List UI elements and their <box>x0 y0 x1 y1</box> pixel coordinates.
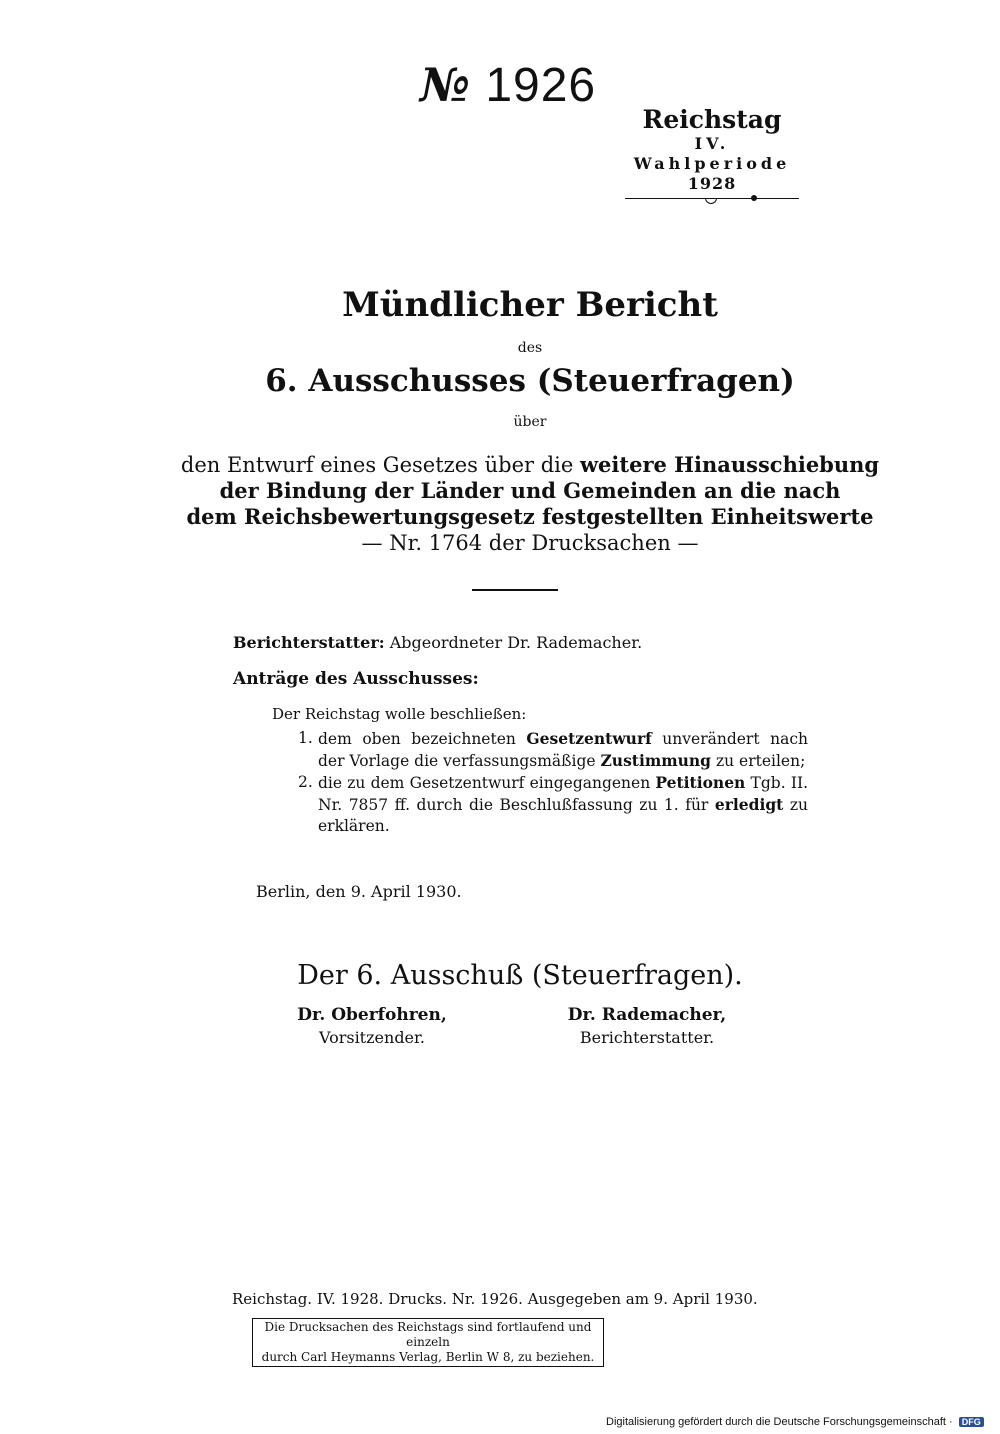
motions-heading: Anträge des Ausschusses: <box>233 669 479 689</box>
period-year: 1928 <box>687 174 737 193</box>
chair-role: Vorsitzender. <box>318 1028 425 1047</box>
footer-box-line-2: durch Carl Heymanns Verlag, Berlin W 8, zu beziehen. <box>261 1350 595 1364</box>
place-date: Berlin, den 9. April 1930. <box>256 882 462 901</box>
document-number <box>420 58 620 113</box>
reporter-sign-role: Berichterstatter. <box>579 1028 715 1047</box>
number-sign: № <box>420 58 471 112</box>
signature-chair <box>262 1003 482 1049</box>
motion-number: 1. <box>298 729 313 747</box>
subject-line-3: dem Reichsbewertungsgesetz festgestellten Einheitswerte <box>186 504 874 529</box>
motion-text: dem oben bezeichneten Gesetzentwurf unverändert nach der Vorlage die verfassungsmäßige Zustimmung zu erteilen; <box>318 729 808 770</box>
motion-text: die zu dem Gesetzentwurf eingegangenen Petitionen Tgb. II. Nr. 7857 ff. durch die Beschlußfassung zu 1. für erledigt zu erklären. <box>318 773 809 835</box>
motion-number: 2. <box>298 773 313 791</box>
motions-intro: Der Reichstag wolle beschließen: <box>272 705 527 723</box>
subject-line-1: den Entwurf eines Gesetzes über die weitere Hinausschiebung <box>180 452 880 477</box>
dfg-note-text: Digitalisierung gefördert durch die Deutsche Forschungsgemeinschaft · <box>606 1416 953 1428</box>
number-value: 1926 <box>485 59 597 112</box>
session-rule <box>625 198 799 199</box>
title-ueber: über <box>513 414 547 430</box>
footer-line: Reichstag. IV. 1928. Drucks. Nr. 1926. Ausgegeben am 9. April 1930. <box>232 1290 758 1308</box>
dfg-credit <box>606 1416 984 1428</box>
motion-item <box>298 728 813 772</box>
report-title: Mündlicher Bericht <box>342 285 718 325</box>
reporter-label: Berichterstatter: <box>233 633 385 652</box>
chair-name: Dr. Oberfohren, <box>297 1005 447 1025</box>
period-label: IV. Wahlperiode <box>633 134 791 173</box>
subject-block <box>170 452 890 556</box>
dfg-logo: DFG <box>959 1417 984 1427</box>
reichstag-label: Reichstag <box>642 105 782 134</box>
footer-box-line-1: Die Drucksachen des Reichstags sind fortlaufend und einzeln <box>264 1320 592 1349</box>
motion-item <box>298 772 813 836</box>
reporter-name: Abgeordneter Dr. Rademacher. <box>389 633 643 652</box>
reporter-sign-name: Dr. Rademacher, <box>567 1005 727 1025</box>
subject-line-2: der Bindung der Länder und Gemeinden an die nach <box>219 478 841 503</box>
footer-box <box>252 1318 604 1367</box>
committee-title: 6. Ausschusses (Steuerfragen) <box>265 363 795 399</box>
reporter-line <box>233 633 642 652</box>
committee-signature: Der 6. Ausschuß (Steuerfragen). <box>297 960 743 991</box>
dot-mark <box>751 195 757 201</box>
signature-reporter <box>537 1003 757 1049</box>
divider-rule <box>472 589 558 591</box>
session-box <box>625 106 799 199</box>
subject-line-4: — Nr. 1764 der Drucksachen — <box>361 531 699 555</box>
title-des: des <box>517 340 543 356</box>
